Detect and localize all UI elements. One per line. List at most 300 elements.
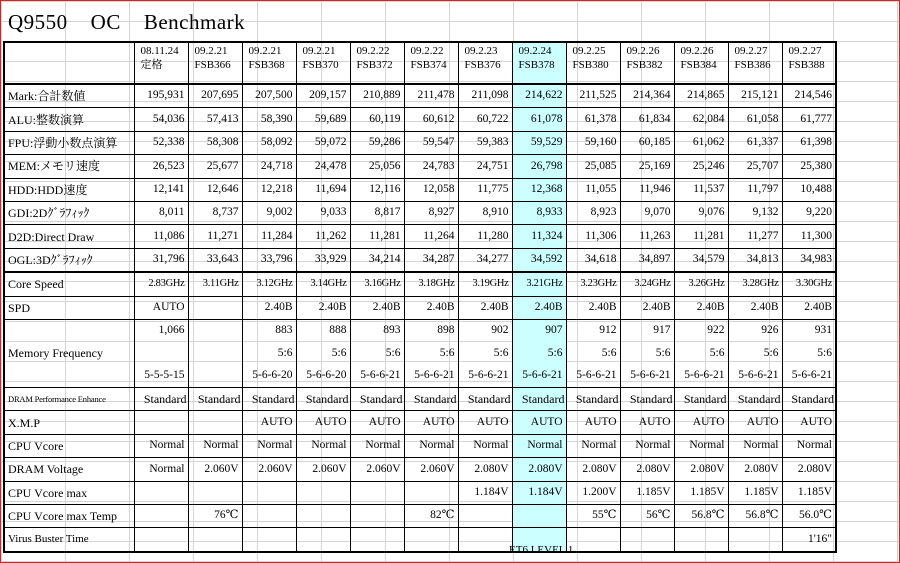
value-cell: 59,383	[458, 131, 512, 154]
value-cell	[512, 505, 566, 528]
column-header	[350, 42, 404, 84]
value-cell: 883	[242, 319, 296, 342]
value-cell: 5:6	[296, 342, 350, 364]
value-cell: 3.18GHz	[404, 272, 458, 296]
value-cell: 34,579	[674, 248, 728, 272]
row-label: HDD:HDD速度	[4, 178, 134, 201]
value-cell: AUTO	[728, 411, 782, 434]
value-cell: 10,488	[782, 178, 836, 201]
value-cell: 3.23GHz	[566, 272, 620, 296]
value-cell: 9,070	[620, 201, 674, 224]
setting-row	[4, 411, 836, 434]
value-cell: Normal	[566, 434, 620, 457]
value-cell: 11,264	[404, 225, 458, 248]
header-setting: FSB386	[734, 58, 771, 71]
value-cell: Standard	[728, 388, 782, 411]
row-label: SPD	[4, 296, 134, 319]
column-header	[782, 42, 836, 84]
value-cell: 11,324	[512, 225, 566, 248]
value-cell: AUTO	[242, 411, 296, 434]
value-cell: 56.8℃	[728, 505, 782, 528]
value-cell: 1.185V	[728, 481, 782, 504]
column-header	[404, 42, 458, 84]
value-cell: 195,931	[134, 84, 188, 108]
column-header	[674, 42, 728, 84]
value-cell: 56.8℃	[674, 505, 728, 528]
value-cell: 11,694	[296, 178, 350, 201]
value-cell: 5-5-5-15	[134, 365, 188, 388]
column-header	[296, 42, 350, 84]
header-setting: FSB366	[194, 58, 231, 71]
value-cell: 54,036	[134, 108, 188, 131]
value-cell: 34,813	[728, 248, 782, 272]
value-cell	[188, 528, 242, 552]
value-cell: 2.40B	[566, 296, 620, 319]
value-cell: Standard	[674, 388, 728, 411]
value-cell: 61,834	[620, 108, 674, 131]
value-cell: AUTO	[404, 411, 458, 434]
row-label: X.M.P	[4, 411, 134, 434]
value-cell: 8,011	[134, 201, 188, 224]
header-date: 08.11.24	[140, 45, 179, 57]
setting-row	[4, 388, 836, 411]
value-cell: 5-6-6-20	[242, 365, 296, 388]
value-cell: 25,380	[782, 155, 836, 178]
value-cell: 5:6	[458, 342, 512, 364]
value-cell: 5-6-6-21	[350, 365, 404, 388]
value-cell: 5-6-6-21	[458, 365, 512, 388]
value-cell	[134, 342, 188, 364]
value-cell: 58,308	[188, 131, 242, 154]
value-cell: 3.28GHz	[728, 272, 782, 296]
value-cell: 1.185V	[620, 481, 674, 504]
value-cell: 2.060V	[296, 458, 350, 481]
value-cell: 61,058	[728, 108, 782, 131]
value-cell: Normal	[350, 434, 404, 457]
corner-cell	[4, 42, 134, 84]
value-cell: Standard	[188, 388, 242, 411]
value-cell: 1.185V	[782, 481, 836, 504]
value-cell: 9,132	[728, 201, 782, 224]
value-cell: 5:6	[242, 342, 296, 364]
value-cell: Normal	[242, 434, 296, 457]
value-cell: 2.83GHz	[134, 272, 188, 296]
value-cell: 31,796	[134, 248, 188, 272]
value-cell: 61,398	[782, 131, 836, 154]
value-cell: 61,378	[566, 108, 620, 131]
row-label: Mark:合計数値	[4, 84, 134, 108]
value-cell: 82℃	[404, 505, 458, 528]
value-cell: 60,612	[404, 108, 458, 131]
row-label: Memory Frequency	[4, 319, 134, 387]
value-cell: 25,677	[188, 155, 242, 178]
footer-label: ET6 LEVEL 1	[509, 544, 574, 556]
value-cell	[242, 505, 296, 528]
value-cell: 912	[566, 319, 620, 342]
value-cell: 11,775	[458, 178, 512, 201]
value-cell: 26,798	[512, 155, 566, 178]
value-cell: 2.40B	[728, 296, 782, 319]
value-cell: 8,933	[512, 201, 566, 224]
value-cell: Normal	[134, 458, 188, 481]
value-cell: 34,618	[566, 248, 620, 272]
value-cell: Normal	[728, 434, 782, 457]
header-setting: FSB370	[302, 58, 339, 71]
value-cell: 5-6-6-21	[404, 365, 458, 388]
value-cell: 1.184V	[512, 481, 566, 504]
value-cell: 57,413	[188, 108, 242, 131]
value-cell	[134, 505, 188, 528]
value-cell: 2.080V	[458, 458, 512, 481]
row-label: ALU:整数演算	[4, 108, 134, 131]
value-cell: 888	[296, 319, 350, 342]
value-cell: 59,529	[512, 131, 566, 154]
column-header	[458, 42, 512, 84]
value-cell: 33,643	[188, 248, 242, 272]
value-cell: 1.185V	[674, 481, 728, 504]
value-cell: 2.40B	[350, 296, 404, 319]
score-row	[4, 201, 836, 224]
value-cell: AUTO	[620, 411, 674, 434]
row-label: OGL:3Dｸﾞﾗﾌｨｯｸ	[4, 248, 134, 272]
value-cell: 11,284	[242, 225, 296, 248]
header-date: 09.2.27	[788, 45, 822, 57]
value-cell: 926	[728, 319, 782, 342]
value-cell: 8,910	[458, 201, 512, 224]
value-cell: 11,086	[134, 225, 188, 248]
value-cell	[134, 481, 188, 504]
value-cell: 893	[350, 319, 404, 342]
setting-row	[4, 481, 836, 504]
value-cell: 59,072	[296, 131, 350, 154]
header-setting: FSB388	[788, 58, 825, 71]
header-setting: FSB368	[248, 58, 285, 71]
value-cell: Standard	[134, 388, 188, 411]
header-setting: FSB378	[518, 58, 555, 71]
value-cell: 898	[404, 319, 458, 342]
value-cell: Normal	[188, 434, 242, 457]
value-cell	[242, 528, 296, 552]
value-cell: 52,338	[134, 131, 188, 154]
value-cell: 2.40B	[782, 296, 836, 319]
header-date: 09.2.21	[248, 45, 282, 57]
value-cell: 56℃	[620, 505, 674, 528]
value-cell: 3.24GHz	[620, 272, 674, 296]
row-label: GDI:2Dｸﾞﾗﾌｨｯｸ	[4, 201, 134, 224]
value-cell: 11,300	[782, 225, 836, 248]
value-cell: 25,246	[674, 155, 728, 178]
row-label: CPU Vcore max Temp	[4, 505, 134, 528]
header-setting: FSB384	[680, 58, 717, 71]
value-cell: 56.0℃	[782, 505, 836, 528]
setting-row	[4, 458, 836, 481]
setting-row	[4, 528, 836, 552]
value-cell: 3.11GHz	[188, 272, 242, 296]
value-cell: 917	[620, 319, 674, 342]
value-cell: 11,277	[728, 225, 782, 248]
value-cell: 5:6	[782, 342, 836, 364]
value-cell: 5:6	[728, 342, 782, 364]
value-cell	[188, 411, 242, 434]
value-cell: 8,923	[566, 201, 620, 224]
value-cell	[296, 505, 350, 528]
value-cell: 2.40B	[404, 296, 458, 319]
value-cell: 11,797	[728, 178, 782, 201]
value-cell: 59,160	[566, 131, 620, 154]
value-cell	[350, 528, 404, 552]
value-cell: 34,592	[512, 248, 566, 272]
header-setting: FSB372	[356, 58, 393, 71]
value-cell	[188, 481, 242, 504]
row-label: Virus Buster Time	[4, 528, 134, 552]
benchmark-table	[3, 41, 837, 553]
value-cell: 25,056	[350, 155, 404, 178]
value-cell: 215,121	[728, 84, 782, 108]
value-cell: 12,646	[188, 178, 242, 201]
setting-row	[4, 434, 836, 457]
value-cell: 12,368	[512, 178, 566, 201]
value-cell: 1,066	[134, 319, 188, 342]
value-cell: 24,478	[296, 155, 350, 178]
value-cell: 2.080V	[512, 458, 566, 481]
row-label: FPU:浮動小数点演算	[4, 131, 134, 154]
value-cell: 2.080V	[782, 458, 836, 481]
column-header	[134, 42, 188, 84]
value-cell	[188, 319, 242, 342]
value-cell: 5-6-6-21	[512, 365, 566, 388]
value-cell	[134, 528, 188, 552]
value-cell: 214,865	[674, 84, 728, 108]
value-cell: 11,281	[350, 225, 404, 248]
row-label: DRAM Voltage	[4, 458, 134, 481]
value-cell: 3.16GHz	[350, 272, 404, 296]
score-row	[4, 84, 836, 108]
value-cell: 60,119	[350, 108, 404, 131]
value-cell: 61,337	[728, 131, 782, 154]
value-cell: 11,537	[674, 178, 728, 201]
value-cell: 5-6-6-21	[728, 365, 782, 388]
value-cell: AUTO	[134, 296, 188, 319]
value-cell: AUTO	[566, 411, 620, 434]
core-speed-row	[4, 272, 836, 296]
header-date: 09.2.23	[464, 45, 498, 57]
row-label: Core Speed	[4, 272, 134, 296]
value-cell: 5:6	[350, 342, 404, 364]
header-date: 09.2.26	[680, 45, 714, 57]
value-cell: 3.19GHz	[458, 272, 512, 296]
value-cell: 902	[458, 319, 512, 342]
score-row	[4, 225, 836, 248]
value-cell: Standard	[350, 388, 404, 411]
value-cell: 24,751	[458, 155, 512, 178]
value-cell: 34,897	[620, 248, 674, 272]
value-cell: 2.40B	[674, 296, 728, 319]
value-cell: 2.40B	[512, 296, 566, 319]
value-cell: 25,169	[620, 155, 674, 178]
value-cell: 211,478	[404, 84, 458, 108]
value-cell: 11,055	[566, 178, 620, 201]
value-cell: AUTO	[782, 411, 836, 434]
value-cell: 931	[782, 319, 836, 342]
value-cell: 3.14GHz	[296, 272, 350, 296]
header-date: 09.2.26	[626, 45, 660, 57]
value-cell: 24,783	[404, 155, 458, 178]
column-header	[188, 42, 242, 84]
value-cell: 2.060V	[188, 458, 242, 481]
value-cell: AUTO	[512, 411, 566, 434]
value-cell: 5-6-6-21	[782, 365, 836, 388]
value-cell: 12,218	[242, 178, 296, 201]
value-cell	[134, 411, 188, 434]
value-cell	[566, 528, 620, 552]
value-cell: 3.12GHz	[242, 272, 296, 296]
value-cell: Standard	[620, 388, 674, 411]
value-cell: 8,927	[404, 201, 458, 224]
value-cell: 11,271	[188, 225, 242, 248]
value-cell: 11,280	[458, 225, 512, 248]
value-cell: 34,287	[404, 248, 458, 272]
value-cell	[350, 481, 404, 504]
value-cell: 34,983	[782, 248, 836, 272]
value-cell: 58,092	[242, 131, 296, 154]
value-cell: Standard	[782, 388, 836, 411]
score-row	[4, 155, 836, 178]
value-cell	[404, 481, 458, 504]
header-date: 09.2.21	[302, 45, 336, 57]
header-setting: FSB374	[410, 58, 447, 71]
header-setting: FSB382	[626, 58, 663, 71]
value-cell: Standard	[458, 388, 512, 411]
value-cell	[296, 528, 350, 552]
value-cell: 11,281	[674, 225, 728, 248]
value-cell: 24,718	[242, 155, 296, 178]
value-cell: 12,058	[404, 178, 458, 201]
value-cell: 210,889	[350, 84, 404, 108]
value-cell: 2.40B	[620, 296, 674, 319]
value-cell: Normal	[404, 434, 458, 457]
value-cell: 12,116	[350, 178, 404, 201]
value-cell: Standard	[512, 388, 566, 411]
value-cell: 3.26GHz	[674, 272, 728, 296]
value-cell: 2.060V	[350, 458, 404, 481]
value-cell	[620, 528, 674, 552]
value-cell: 59,547	[404, 131, 458, 154]
header-date: 09.2.22	[356, 45, 390, 57]
value-cell: 5:6	[620, 342, 674, 364]
column-header	[242, 42, 296, 84]
value-cell: 1.200V	[566, 481, 620, 504]
value-cell: 11,946	[620, 178, 674, 201]
value-cell: 33,796	[242, 248, 296, 272]
value-cell: 34,214	[350, 248, 404, 272]
header-setting: 定格	[140, 58, 163, 71]
value-cell: 11,306	[566, 225, 620, 248]
header-date: 09.2.21	[194, 45, 228, 57]
score-row	[4, 178, 836, 201]
value-cell	[242, 481, 296, 504]
column-header	[566, 42, 620, 84]
value-cell: 25,707	[728, 155, 782, 178]
value-cell: 922	[674, 319, 728, 342]
value-cell: 2.060V	[242, 458, 296, 481]
value-cell	[188, 365, 242, 388]
value-cell	[404, 528, 458, 552]
value-cell: 2.080V	[674, 458, 728, 481]
row-label: CPU Vcore	[4, 434, 134, 457]
value-cell: 33,929	[296, 248, 350, 272]
value-cell: 2.060V	[404, 458, 458, 481]
value-cell: 907	[512, 319, 566, 342]
score-row	[4, 108, 836, 131]
header-date: 09.2.24	[518, 45, 552, 57]
value-cell: 62,084	[674, 108, 728, 131]
row-label: D2D:Direct Draw	[4, 225, 134, 248]
value-cell: 34,277	[458, 248, 512, 272]
value-cell: 2.40B	[296, 296, 350, 319]
value-cell: 2.080V	[728, 458, 782, 481]
value-cell: Standard	[404, 388, 458, 411]
value-cell: 214,364	[620, 84, 674, 108]
value-cell: 207,500	[242, 84, 296, 108]
value-cell: 76℃	[188, 505, 242, 528]
value-cell: 211,525	[566, 84, 620, 108]
value-cell: 12,141	[134, 178, 188, 201]
value-cell	[458, 528, 512, 552]
value-cell: 59,286	[350, 131, 404, 154]
value-cell: 5:6	[404, 342, 458, 364]
header-row	[4, 42, 836, 84]
value-cell: 5-6-6-21	[674, 365, 728, 388]
header-date: 09.2.27	[734, 45, 768, 57]
sheet-title: Q9550 OC Benchmark	[8, 10, 246, 34]
value-cell: 60,185	[620, 131, 674, 154]
value-cell: 214,622	[512, 84, 566, 108]
value-cell: AUTO	[296, 411, 350, 434]
value-cell: 1'16"	[782, 528, 836, 552]
row-label: MEM:メモリ速度	[4, 155, 134, 178]
value-cell: 211,098	[458, 84, 512, 108]
score-row	[4, 131, 836, 154]
value-cell: 2.40B	[458, 296, 512, 319]
value-cell: Standard	[296, 388, 350, 411]
value-cell: 9,002	[242, 201, 296, 224]
header-setting: FSB380	[572, 58, 609, 71]
value-cell: 5-6-6-21	[620, 365, 674, 388]
value-cell: Normal	[134, 434, 188, 457]
row-label: CPU Vcore max	[4, 481, 134, 504]
value-cell: 59,689	[296, 108, 350, 131]
value-cell: Normal	[620, 434, 674, 457]
column-header	[728, 42, 782, 84]
value-cell: 58,390	[242, 108, 296, 131]
value-cell: 207,695	[188, 84, 242, 108]
value-cell: Normal	[458, 434, 512, 457]
value-cell: AUTO	[674, 411, 728, 434]
value-cell: 5-6-6-21	[566, 365, 620, 388]
value-cell: 11,262	[296, 225, 350, 248]
value-cell: 26,523	[134, 155, 188, 178]
column-header	[512, 42, 566, 84]
memory-frequency-row	[4, 319, 836, 342]
value-cell: AUTO	[458, 411, 512, 434]
setting-row	[4, 505, 836, 528]
value-cell: AUTO	[350, 411, 404, 434]
value-cell	[674, 528, 728, 552]
value-cell	[728, 528, 782, 552]
value-cell: 3.30GHz	[782, 272, 836, 296]
value-cell: 3.21GHz	[512, 272, 566, 296]
value-cell: Normal	[674, 434, 728, 457]
